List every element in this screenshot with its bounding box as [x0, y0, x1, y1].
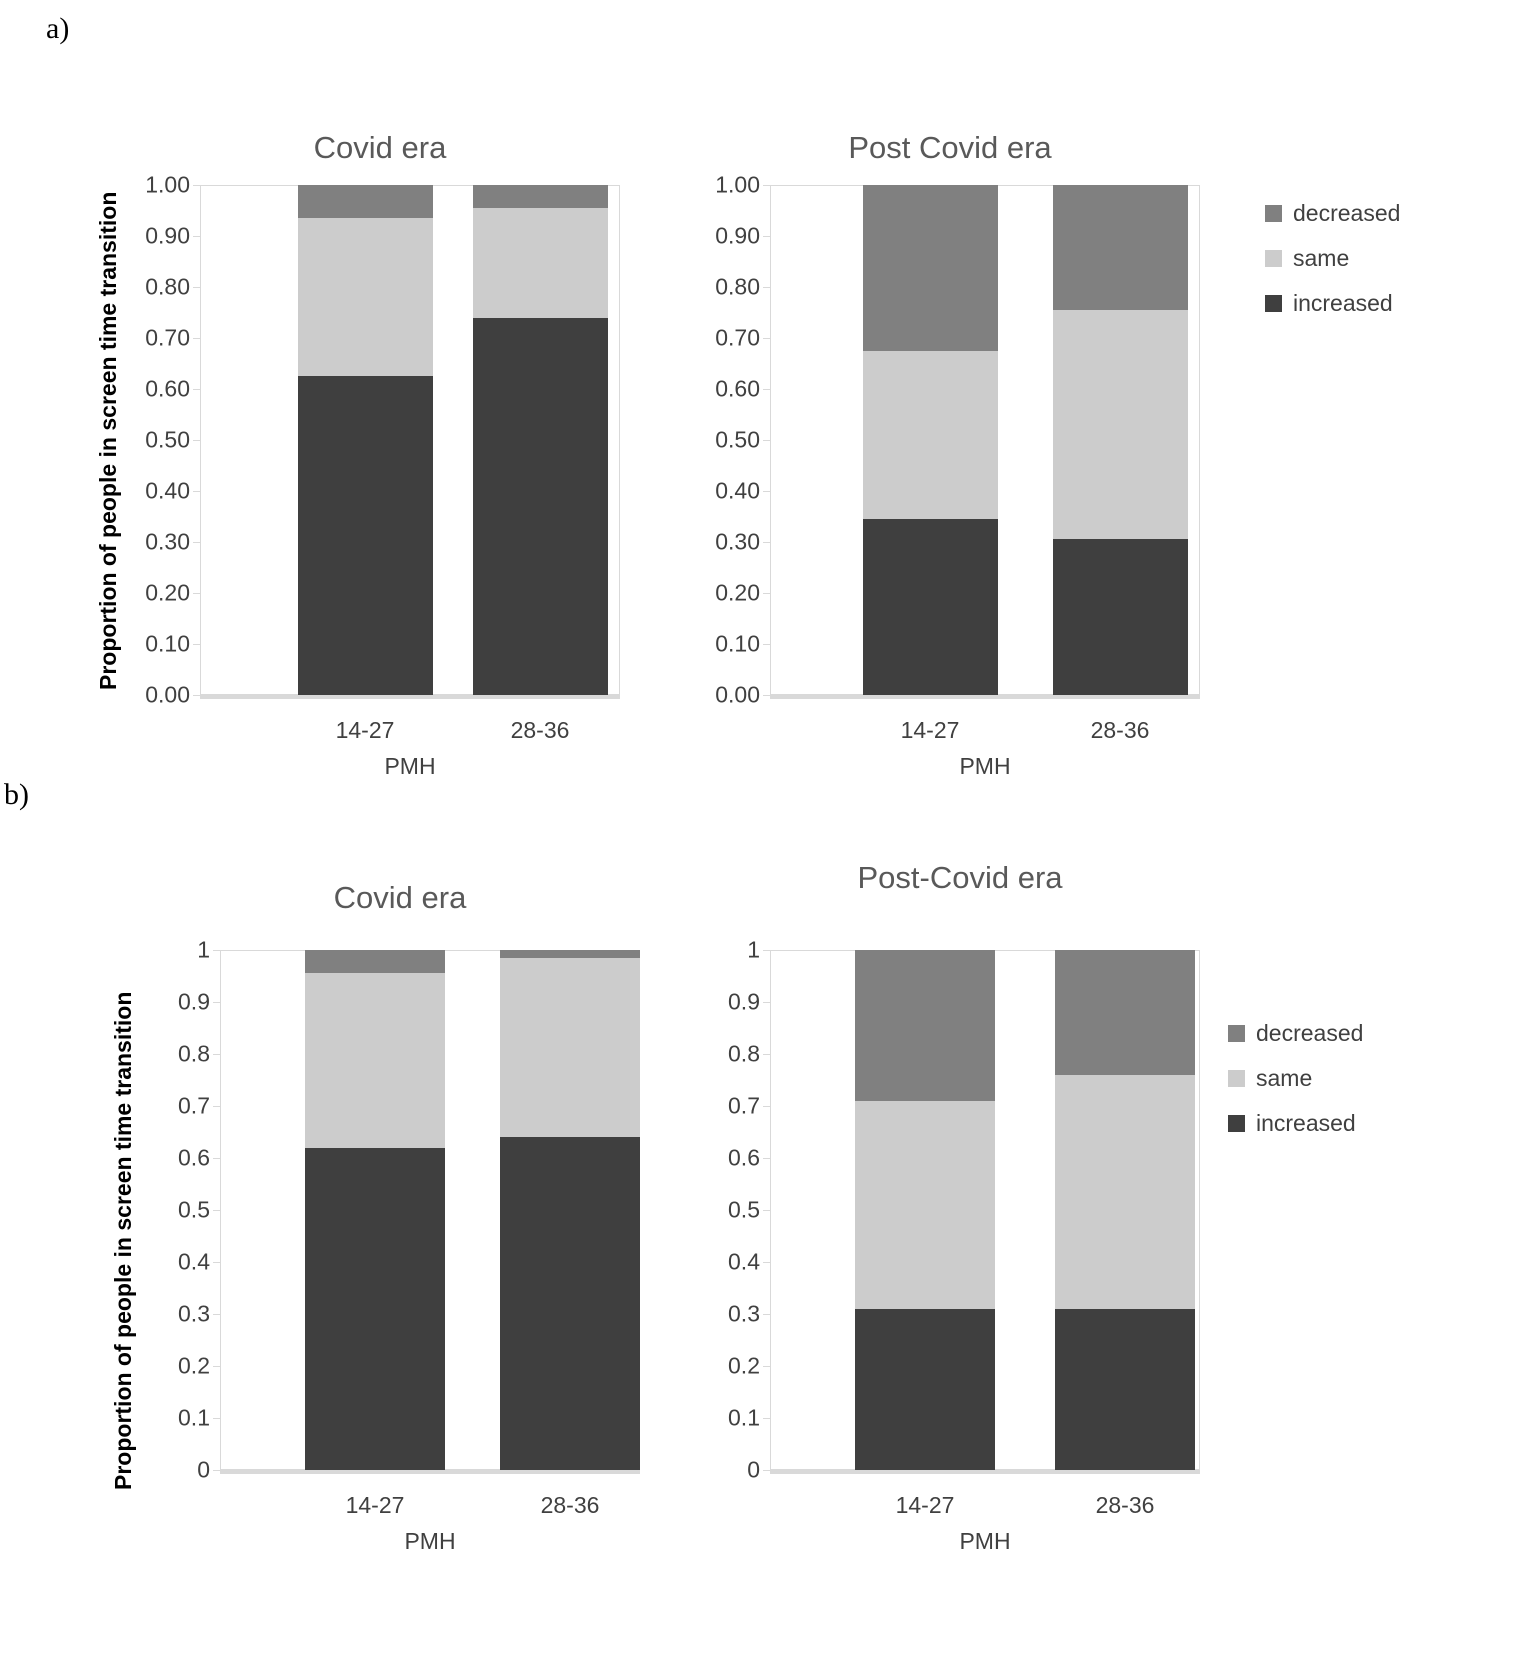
x-axis-line [770, 1470, 1200, 1474]
y-axis-tick-mark [763, 1106, 770, 1107]
y-axis-tick-mark [763, 1314, 770, 1315]
y-axis-tick-label: 0.40 [715, 477, 760, 504]
y-axis-tick-mark [213, 1210, 220, 1211]
x-axis-title: PMH [959, 1528, 1011, 1554]
y-axis-tick-label: 0.10 [145, 630, 190, 657]
y-axis-tick-label: 0.20 [715, 579, 760, 606]
y-axis-tick-mark [193, 338, 200, 339]
y-axis-tick-label: 0.70 [145, 324, 190, 351]
bar-stack [1053, 185, 1188, 695]
y-axis-tick-mark [213, 1054, 220, 1055]
bar-segment-increased [855, 1309, 995, 1470]
legend-label: same [1293, 245, 1350, 271]
chart-title: Post Covid era [848, 130, 1052, 165]
y-axis-tick-label: 0.90 [715, 222, 760, 249]
y-axis-tick-mark [193, 440, 200, 441]
y-axis-tick-label: 0.6 [728, 1144, 760, 1171]
y-axis-tick-mark [213, 1470, 220, 1471]
y-axis-tick-mark [763, 1002, 770, 1003]
chart-post-covid-era-a [690, 130, 1210, 779]
x-axis-title: PMH [959, 753, 1011, 779]
y-axis-tick-label: 0.80 [145, 273, 190, 300]
y-axis-tick-mark [763, 338, 770, 339]
bar-segment-same [305, 973, 445, 1147]
y-axis-tick-mark [763, 1158, 770, 1159]
bar-segment-decreased [1053, 185, 1188, 310]
y-axis-tick-mark [763, 236, 770, 237]
y-axis-tick-mark [213, 950, 220, 951]
y-axis-tick-label: 0.1 [178, 1404, 210, 1431]
y-axis-tick-label: 0.5 [728, 1196, 760, 1223]
y-axis-tick-label: 0.80 [715, 273, 760, 300]
y-axis-tick-mark [763, 287, 770, 288]
y-axis-tick-mark [763, 389, 770, 390]
y-axis-tick-label: 0.60 [715, 375, 760, 402]
y-axis-tick-label: 0 [197, 1456, 210, 1483]
chart-post-covid-era-b [700, 860, 1220, 1560]
chart-covid-era-b [150, 860, 650, 1560]
x-axis-tick-label: 14-27 [345, 1492, 405, 1518]
legend-label: same [1256, 1065, 1313, 1091]
y-axis-tick-label: 0.7 [178, 1092, 210, 1119]
y-axis-tick-label: 0.10 [715, 630, 760, 657]
bar-segment-increased [500, 1137, 640, 1470]
y-axis-tick-mark [213, 1158, 220, 1159]
chart-title: Post-Covid era [857, 860, 1063, 895]
y-axis-tick-label: 0.50 [145, 426, 190, 453]
y-axis-tick-mark [763, 491, 770, 492]
bar-segment-decreased [473, 185, 608, 208]
legend-item [1265, 200, 1400, 227]
y-axis-tick-label: 0.2 [728, 1352, 760, 1379]
y-axis-tick-mark [213, 1106, 220, 1107]
x-axis-tick-label: 28-36 [1090, 717, 1150, 743]
x-axis-line [770, 695, 1200, 699]
legend-item [1265, 290, 1400, 317]
bar-segment-same [855, 1101, 995, 1309]
y-axis-tick-mark [193, 593, 200, 594]
legend-label: increased [1293, 290, 1393, 316]
y-axis-tick-label: 0.4 [728, 1248, 760, 1275]
bar-stack [855, 950, 995, 1470]
bar-stack [500, 950, 640, 1470]
legend-a [1265, 200, 1400, 335]
bar-segment-increased [305, 1148, 445, 1470]
y-axis-tick-mark [193, 287, 200, 288]
y-axis-tick-label: 0.5 [178, 1196, 210, 1223]
y-axis-tick-label: 1 [197, 936, 210, 963]
y-axis-title-a: Proportion of people in screen time transition [95, 191, 121, 690]
legend-swatch-same-icon [1265, 250, 1282, 267]
y-axis-tick-mark [763, 695, 770, 696]
legend-b [1228, 1020, 1363, 1155]
y-axis-tick-label: 0.20 [145, 579, 190, 606]
y-axis-tick-mark [763, 1054, 770, 1055]
legend-item [1228, 1065, 1363, 1092]
bar-stack [305, 950, 445, 1470]
bar-segment-increased [298, 376, 433, 695]
panel-b [0, 830, 1525, 1671]
y-axis-tick-label: 0.00 [145, 681, 190, 708]
y-axis-tick-mark [213, 1314, 220, 1315]
y-axis-tick-label: 0.70 [715, 324, 760, 351]
y-axis-tick-label: 0.90 [145, 222, 190, 249]
bar-segment-increased [1053, 539, 1188, 695]
bar-segment-same [863, 351, 998, 519]
x-axis-title: PMH [404, 1528, 456, 1554]
bar-stack [298, 185, 433, 695]
y-axis-tick-mark [213, 1366, 220, 1367]
y-axis-tick-mark [213, 1002, 220, 1003]
y-axis-tick-label: 0.8 [178, 1040, 210, 1067]
y-axis-tick-label: 0.9 [178, 988, 210, 1015]
y-axis-tick-label: 0.9 [728, 988, 760, 1015]
legend-item [1265, 245, 1400, 272]
panel-a [0, 0, 1525, 780]
y-axis-tick-mark [193, 542, 200, 543]
y-axis-tick-mark [193, 185, 200, 186]
y-axis-tick-label: 0 [747, 1456, 760, 1483]
y-axis-tick-mark [193, 644, 200, 645]
y-axis-tick-label: 0.1 [728, 1404, 760, 1431]
x-axis-tick-label: 14-27 [900, 717, 960, 743]
y-axis-tick-label: 0.30 [715, 528, 760, 555]
y-axis-title-b: Proportion of people in screen time transition [110, 991, 136, 1490]
bar-segment-same [1055, 1075, 1195, 1309]
y-axis-tick-mark [763, 1262, 770, 1263]
legend-swatch-same-icon [1228, 1070, 1245, 1087]
legend-swatch-decreased-icon [1228, 1025, 1245, 1042]
x-axis-tick-label: 14-27 [895, 1492, 955, 1518]
y-axis-tick-mark [763, 185, 770, 186]
y-axis-tick-label: 0.40 [145, 477, 190, 504]
bar-segment-same [473, 208, 608, 318]
legend-swatch-decreased-icon [1265, 205, 1282, 222]
x-axis-tick-label: 28-36 [1095, 1492, 1155, 1518]
panel-label-a: a) [46, 12, 70, 45]
y-axis-tick-mark [763, 644, 770, 645]
bar-segment-decreased [305, 950, 445, 973]
panel-label-b: b) [4, 778, 29, 811]
bar-segment-increased [1055, 1309, 1195, 1470]
y-axis-tick-label: 1.00 [715, 171, 760, 198]
y-axis-tick-label: 0.8 [728, 1040, 760, 1067]
y-axis-tick-label: 0.3 [728, 1300, 760, 1327]
y-axis-tick-label: 0.30 [145, 528, 190, 555]
x-axis-tick-label: 28-36 [540, 1492, 600, 1518]
y-axis-tick-mark [763, 440, 770, 441]
y-axis-tick-mark [193, 389, 200, 390]
bar-segment-increased [863, 519, 998, 695]
bar-segment-same [298, 218, 433, 376]
y-axis-tick-label: 0.2 [178, 1352, 210, 1379]
legend-label: decreased [1293, 200, 1401, 226]
bar-segment-decreased [855, 950, 995, 1101]
chart-title: Covid era [333, 880, 467, 915]
y-axis-tick-label: 0.4 [178, 1248, 210, 1275]
x-axis-line [200, 695, 620, 699]
y-axis-tick-label: 0.3 [178, 1300, 210, 1327]
y-axis-tick-label: 0.50 [715, 426, 760, 453]
bar-segment-same [1053, 310, 1188, 540]
y-axis-tick-mark [763, 542, 770, 543]
y-axis-tick-label: 0.60 [145, 375, 190, 402]
bar-stack [473, 185, 608, 695]
bar-stack [1055, 950, 1195, 1470]
bar-segment-decreased [500, 950, 640, 958]
legend-label: increased [1256, 1110, 1356, 1136]
y-axis-tick-label: 0.00 [715, 681, 760, 708]
bar-segment-same [500, 958, 640, 1137]
y-axis-tick-mark [763, 1470, 770, 1471]
bar-segment-decreased [298, 185, 433, 218]
y-axis-tick-label: 1.00 [145, 171, 190, 198]
y-axis-tick-label: 0.6 [178, 1144, 210, 1171]
x-axis-tick-label: 14-27 [335, 717, 395, 743]
bar-segment-increased [473, 318, 608, 695]
legend-swatch-increased-icon [1228, 1115, 1245, 1132]
bar-stack [863, 185, 998, 695]
bar-segment-decreased [1055, 950, 1195, 1075]
y-axis-tick-mark [763, 593, 770, 594]
chart-title: Covid era [313, 130, 447, 165]
x-axis-tick-label: 28-36 [510, 717, 570, 743]
y-axis-tick-mark [763, 1210, 770, 1211]
chart-covid-era-a [120, 130, 640, 779]
y-axis-tick-mark [763, 1366, 770, 1367]
y-axis-tick-mark [193, 491, 200, 492]
legend-item [1228, 1020, 1363, 1047]
y-axis-tick-mark [193, 695, 200, 696]
x-axis-title: PMH [384, 753, 436, 779]
legend-item [1228, 1110, 1363, 1137]
y-axis-tick-mark [193, 236, 200, 237]
x-axis-line [220, 1470, 640, 1474]
legend-label: decreased [1256, 1020, 1364, 1046]
y-axis-tick-label: 1 [747, 936, 760, 963]
y-axis-tick-label: 0.7 [728, 1092, 760, 1119]
y-axis-tick-mark [213, 1262, 220, 1263]
bar-segment-decreased [863, 185, 998, 351]
y-axis-tick-mark [763, 950, 770, 951]
y-axis-tick-mark [213, 1418, 220, 1419]
y-axis-tick-mark [763, 1418, 770, 1419]
legend-swatch-increased-icon [1265, 295, 1282, 312]
